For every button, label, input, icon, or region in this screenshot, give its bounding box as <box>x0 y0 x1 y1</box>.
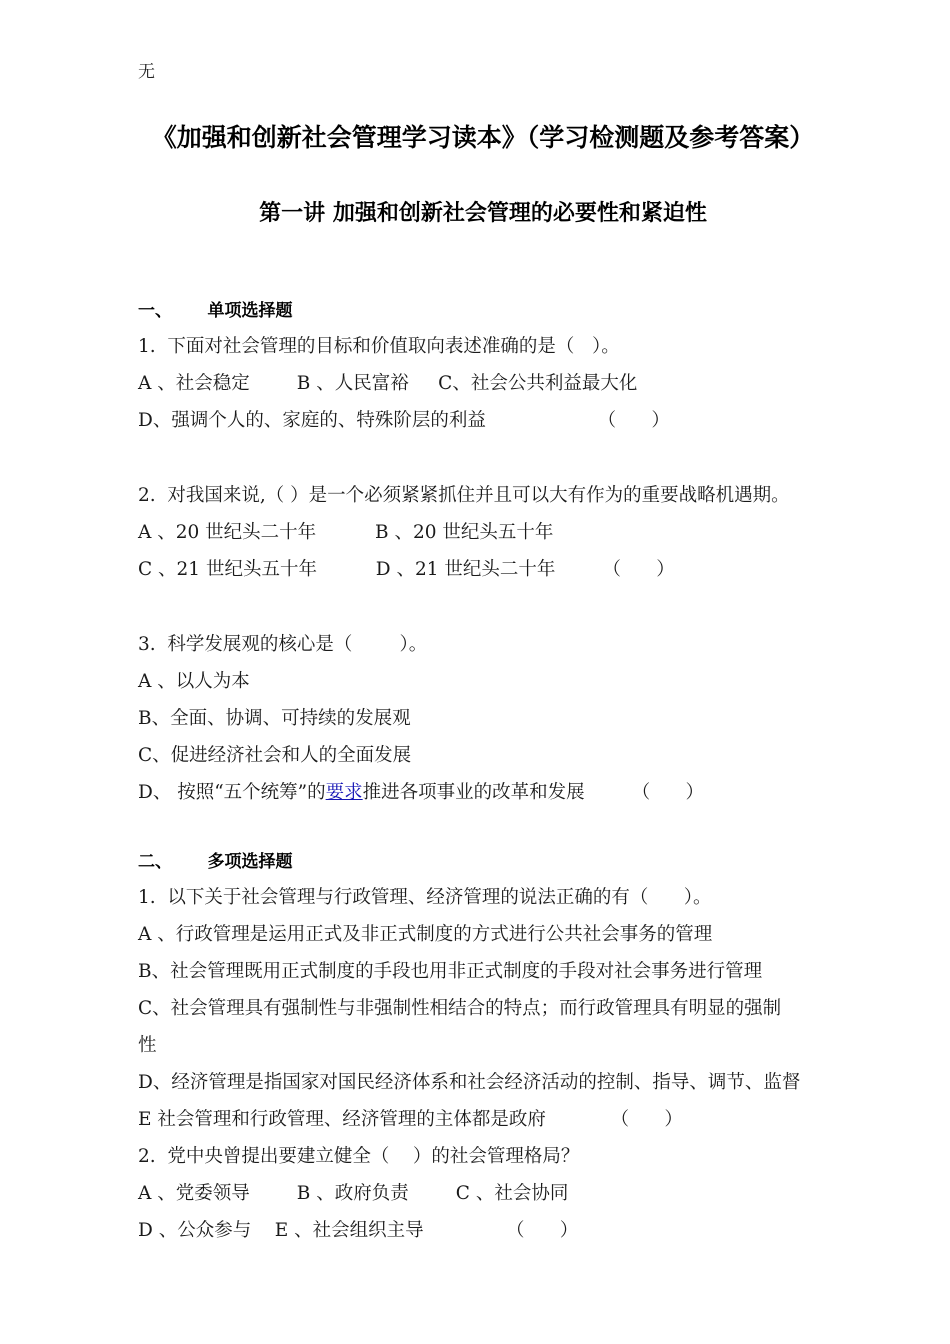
document-body <box>138 118 828 1249</box>
question-stem: 3. 科学发展观的核心是（ ）。 <box>138 634 428 655</box>
question-option: A 、行政管理是运用正式及非正式制度的方式进行公共社会事务的管理 <box>138 924 713 945</box>
requirement-hyperlink[interactable]: 要求 <box>325 782 363 803</box>
document-marker: 无 <box>138 62 155 82</box>
question-option: C、促进经济社会和人的全面发展 <box>138 745 412 766</box>
question-2-1 <box>138 879 828 1138</box>
section-heading-multiple-choice: 二、 多项选择题 <box>138 852 293 872</box>
question-1-1 <box>138 328 828 439</box>
section-single-choice <box>138 294 828 811</box>
question-option: A 、党委领导 B 、政府负责 C 、社会协同 <box>138 1183 569 1204</box>
question-stem: 2. 党中央曾提出要建立健全（ ）的社会管理格局？ <box>138 1146 580 1167</box>
question-option-wrap: 性 <box>138 1035 157 1056</box>
question-option: E 社会管理和行政管理、经济管理的主体都是政府 （ ） <box>138 1109 683 1130</box>
question-option: A 、以人为本 <box>138 671 250 692</box>
question-option-with-link <box>138 774 828 811</box>
question-2-2 <box>138 1138 828 1249</box>
question-1-2 <box>138 477 828 588</box>
question-option: B、全面、协调、可持续的发展观 <box>138 708 411 729</box>
question-stem: 2. 对我国来说,（ ）是一个必须紧紧抓住并且可以大有作为的重要战略机遇期。 <box>138 485 790 506</box>
question-stem: 1. 以下关于社会管理与行政管理、经济管理的说法正确的有（ ）。 <box>138 887 712 908</box>
question-option: D、强调个人的、家庭的、特殊阶层的利益 （ ） <box>138 410 670 431</box>
document-title: 《加强和创新社会管理学习读本》（学习检测题及参考答案） <box>151 123 815 152</box>
question-option: B、社会管理既用正式制度的手段也用非正式制度的手段对社会事务进行管理 <box>138 961 763 982</box>
question-stem: 1. 下面对社会管理的目标和价值取向表述准确的是（ ）。 <box>138 336 620 357</box>
document-subtitle: 第一讲 加强和创新社会管理的必要性和紧迫性 <box>259 201 707 226</box>
question-1-3 <box>138 626 828 811</box>
section-heading-single-choice: 一、 单项选择题 <box>138 301 293 321</box>
question-option: A 、20 世纪头二十年 B 、20 世纪头五十年 <box>138 522 554 543</box>
question-option: A 、社会稳定 B 、人民富裕 C、社会公共利益最大化 <box>138 373 638 394</box>
section-multiple-choice <box>138 845 828 1249</box>
question-option: C、社会管理具有强制性与非强制性相结合的特点；而行政管理具有明显的强制 <box>138 998 782 1019</box>
question-option: D 、公众参与 E 、社会组织主导 （ ） <box>138 1220 579 1241</box>
question-option: D、经济管理是指国家对国民经济体系和社会经济活动的控制、指导、调节、监督 <box>138 1072 801 1093</box>
option-text-before-link: D、 按照“五个统筹”的 <box>138 782 326 803</box>
option-text-after-link: 推进各项事业的改革和发展 （ ） <box>362 782 704 803</box>
question-option: C 、21 世纪头五十年 D 、21 世纪头二十年 （ ） <box>138 559 675 580</box>
